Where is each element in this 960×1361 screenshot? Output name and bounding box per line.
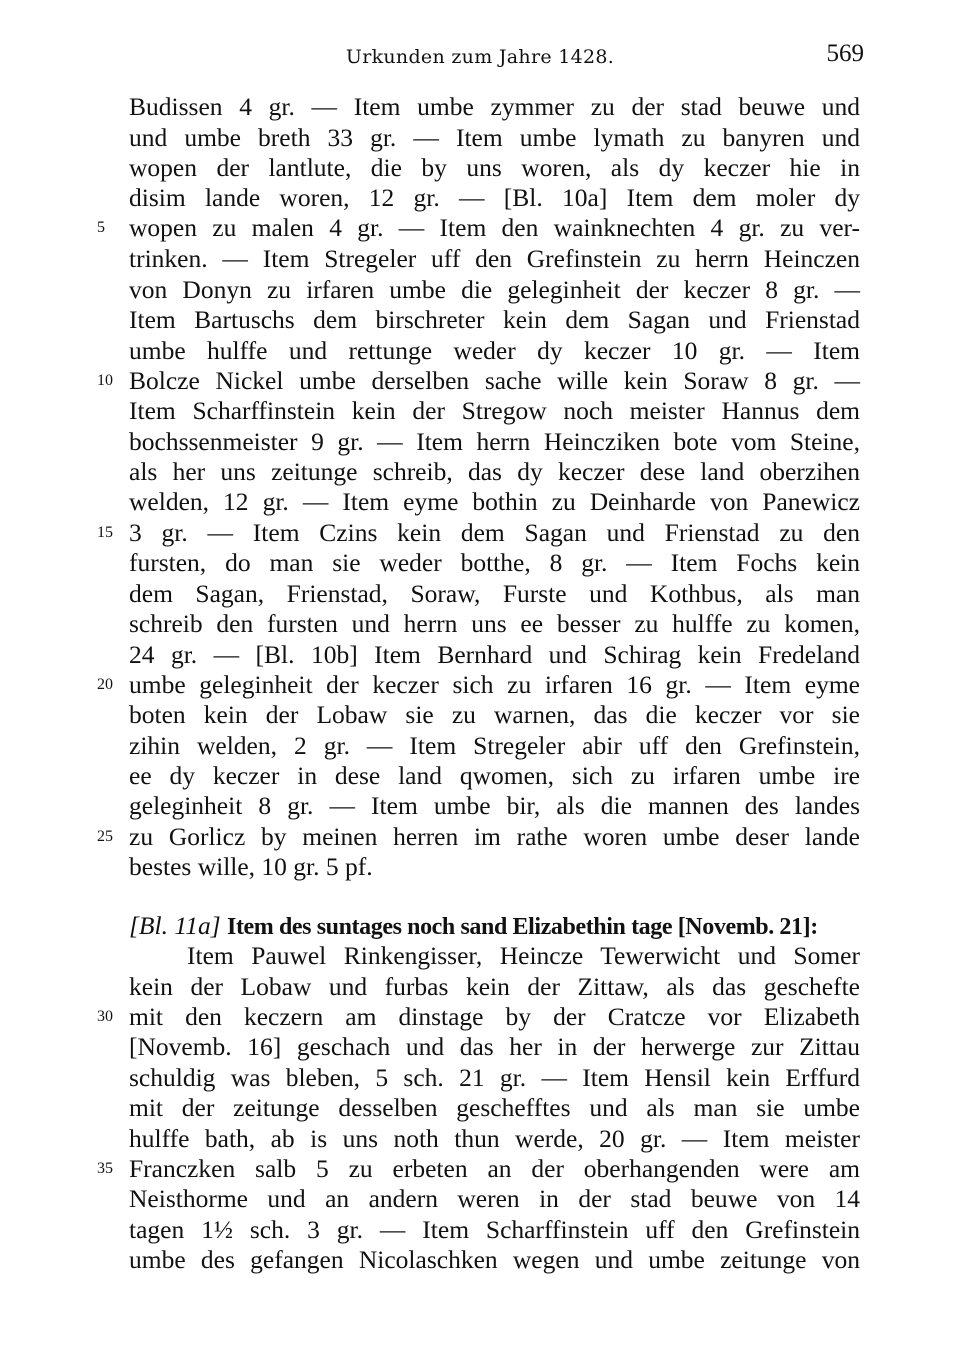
text-line: Item Scharffinstein kein der Stregow noch meister Hannus dem [129,396,860,425]
text-line: von Donyn zu irfaren umbe die geleginheit der keczer 8 gr. — [129,275,860,304]
running-title: Urkunden zum Jahre 1428. [345,46,615,68]
text-line: Item Bartuschs dem birschreter kein dem Sagan und Frienstad [129,305,860,334]
text-line: als her uns zeitunge schreib, das dy keczer dese land oberzihen [129,457,860,486]
running-head [0,40,960,76]
heading-text: Item des suntages noch sand Elizabethin tage [Novemb. 21]: [227,914,818,940]
text-line: kein der Lobaw und furbas kein der Zittaw, als das geschefte [129,972,860,1001]
text-line: zihin welden, 2 gr. — Item Stregeler abir uff den Grefinstein, [129,731,860,760]
line-number: 20 [97,676,113,693]
text-line: ee dy keczer in dese land qwomen, sich zu irfaren umbe ire [129,761,860,790]
line-number: 10 [97,372,113,389]
text-line: geleginheit 8 gr. — Item umbe bir, als die mannen des landes [129,791,860,820]
text-line: zu Gorlicz by meinen herren im rathe woren umbe deser lande [129,822,860,851]
text-line: 24 gr. — [Bl. 10b] Item Bernhard und Schirag kein Fredeland [129,640,860,669]
text-line: wopen zu malen 4 gr. — Item den wainknechten 4 gr. zu ver- [129,213,860,242]
text-line: Bolcze Nickel umbe derselben sache wille kein Soraw 8 gr. — [129,366,860,395]
page-number: 569 [826,40,864,67]
text-line: bestes wille, 10 gr. 5 pf. [129,852,373,881]
text-line: disim lande woren, 12 gr. — [Bl. 10a] Item dem moler dy [129,183,860,212]
text-line: dem Sagan, Frienstad, Soraw, Furste und Kothbus, als man [129,579,860,608]
line-number: 15 [97,524,113,541]
line-number: 5 [97,219,105,236]
text-line: umbe geleginheit der keczer sich zu irfaren 16 gr. — Item eyme [129,670,860,699]
text-line: fursten, do man sie weder botthe, 8 gr. — Item Fochs kein [129,548,860,577]
line-number: 30 [97,1008,113,1025]
text-line: hulffe bath, ab is uns noth thun werde, 20 gr. — Item meister [129,1124,860,1153]
folio-reference: [Bl. 11a] [129,911,221,940]
text-line: umbe des gefangen Nicolaschken wegen und umbe zeitunge von [129,1245,860,1274]
text-line: Budissen 4 gr. — Item umbe zymmer zu der stad beuwe und [129,92,860,121]
text-line: Item Pauwel Rinkengisser, Heincze Tewerwicht und Somer [187,941,860,970]
text-line: boten kein der Lobaw sie zu warnen, das die keczer vor sie [129,700,860,729]
text-line: [Novemb. 16] geschach und das her in der herwerge zur Zittau [129,1032,860,1061]
text-line: und umbe breth 33 gr. — Item umbe lymath zu banyren und [129,123,860,152]
text-line: umbe hulffe und rettunge weder dy keczer 10 gr. — Item [129,336,860,365]
text-line: Neisthorme und an andern weren in der stad beuwe von 14 [129,1184,860,1213]
text-line: mit der zeitunge desselben geschefftes und als man sie umbe [129,1093,860,1122]
text-line: bochssenmeister 9 gr. — Item herrn Heincziken bote vom Steine, [129,427,860,456]
text-line: welden, 12 gr. — Item eyme bothin zu Deinharde von Panewicz [129,487,860,516]
section-heading [129,911,860,941]
text-line: schuldig was bleben, 5 sch. 21 gr. — Item Hensil kein Erffurd [129,1063,860,1092]
line-number: 25 [97,828,113,845]
text-line: Franczken salb 5 zu erbeten an der oberhangenden were am [129,1154,860,1183]
line-number: 35 [97,1160,113,1177]
text-line: 3 gr. — Item Czins kein dem Sagan und Frienstad zu den [129,518,860,547]
text-line: tagen 1½ sch. 3 gr. — Item Scharffinstein uff den Grefinstein [129,1215,860,1244]
text-line: wopen der lantlute, die by uns woren, als dy keczer hie in [129,153,860,182]
text-line: trinken. — Item Stregeler uff den Grefinstein zu herrn Heinczen [129,244,860,273]
text-line: schreib den fursten und herrn uns ee besser zu hulffe zu komen, [129,609,860,638]
text-line: mit den keczern am dinstage by der Cratcze vor Elizabeth [129,1002,860,1031]
